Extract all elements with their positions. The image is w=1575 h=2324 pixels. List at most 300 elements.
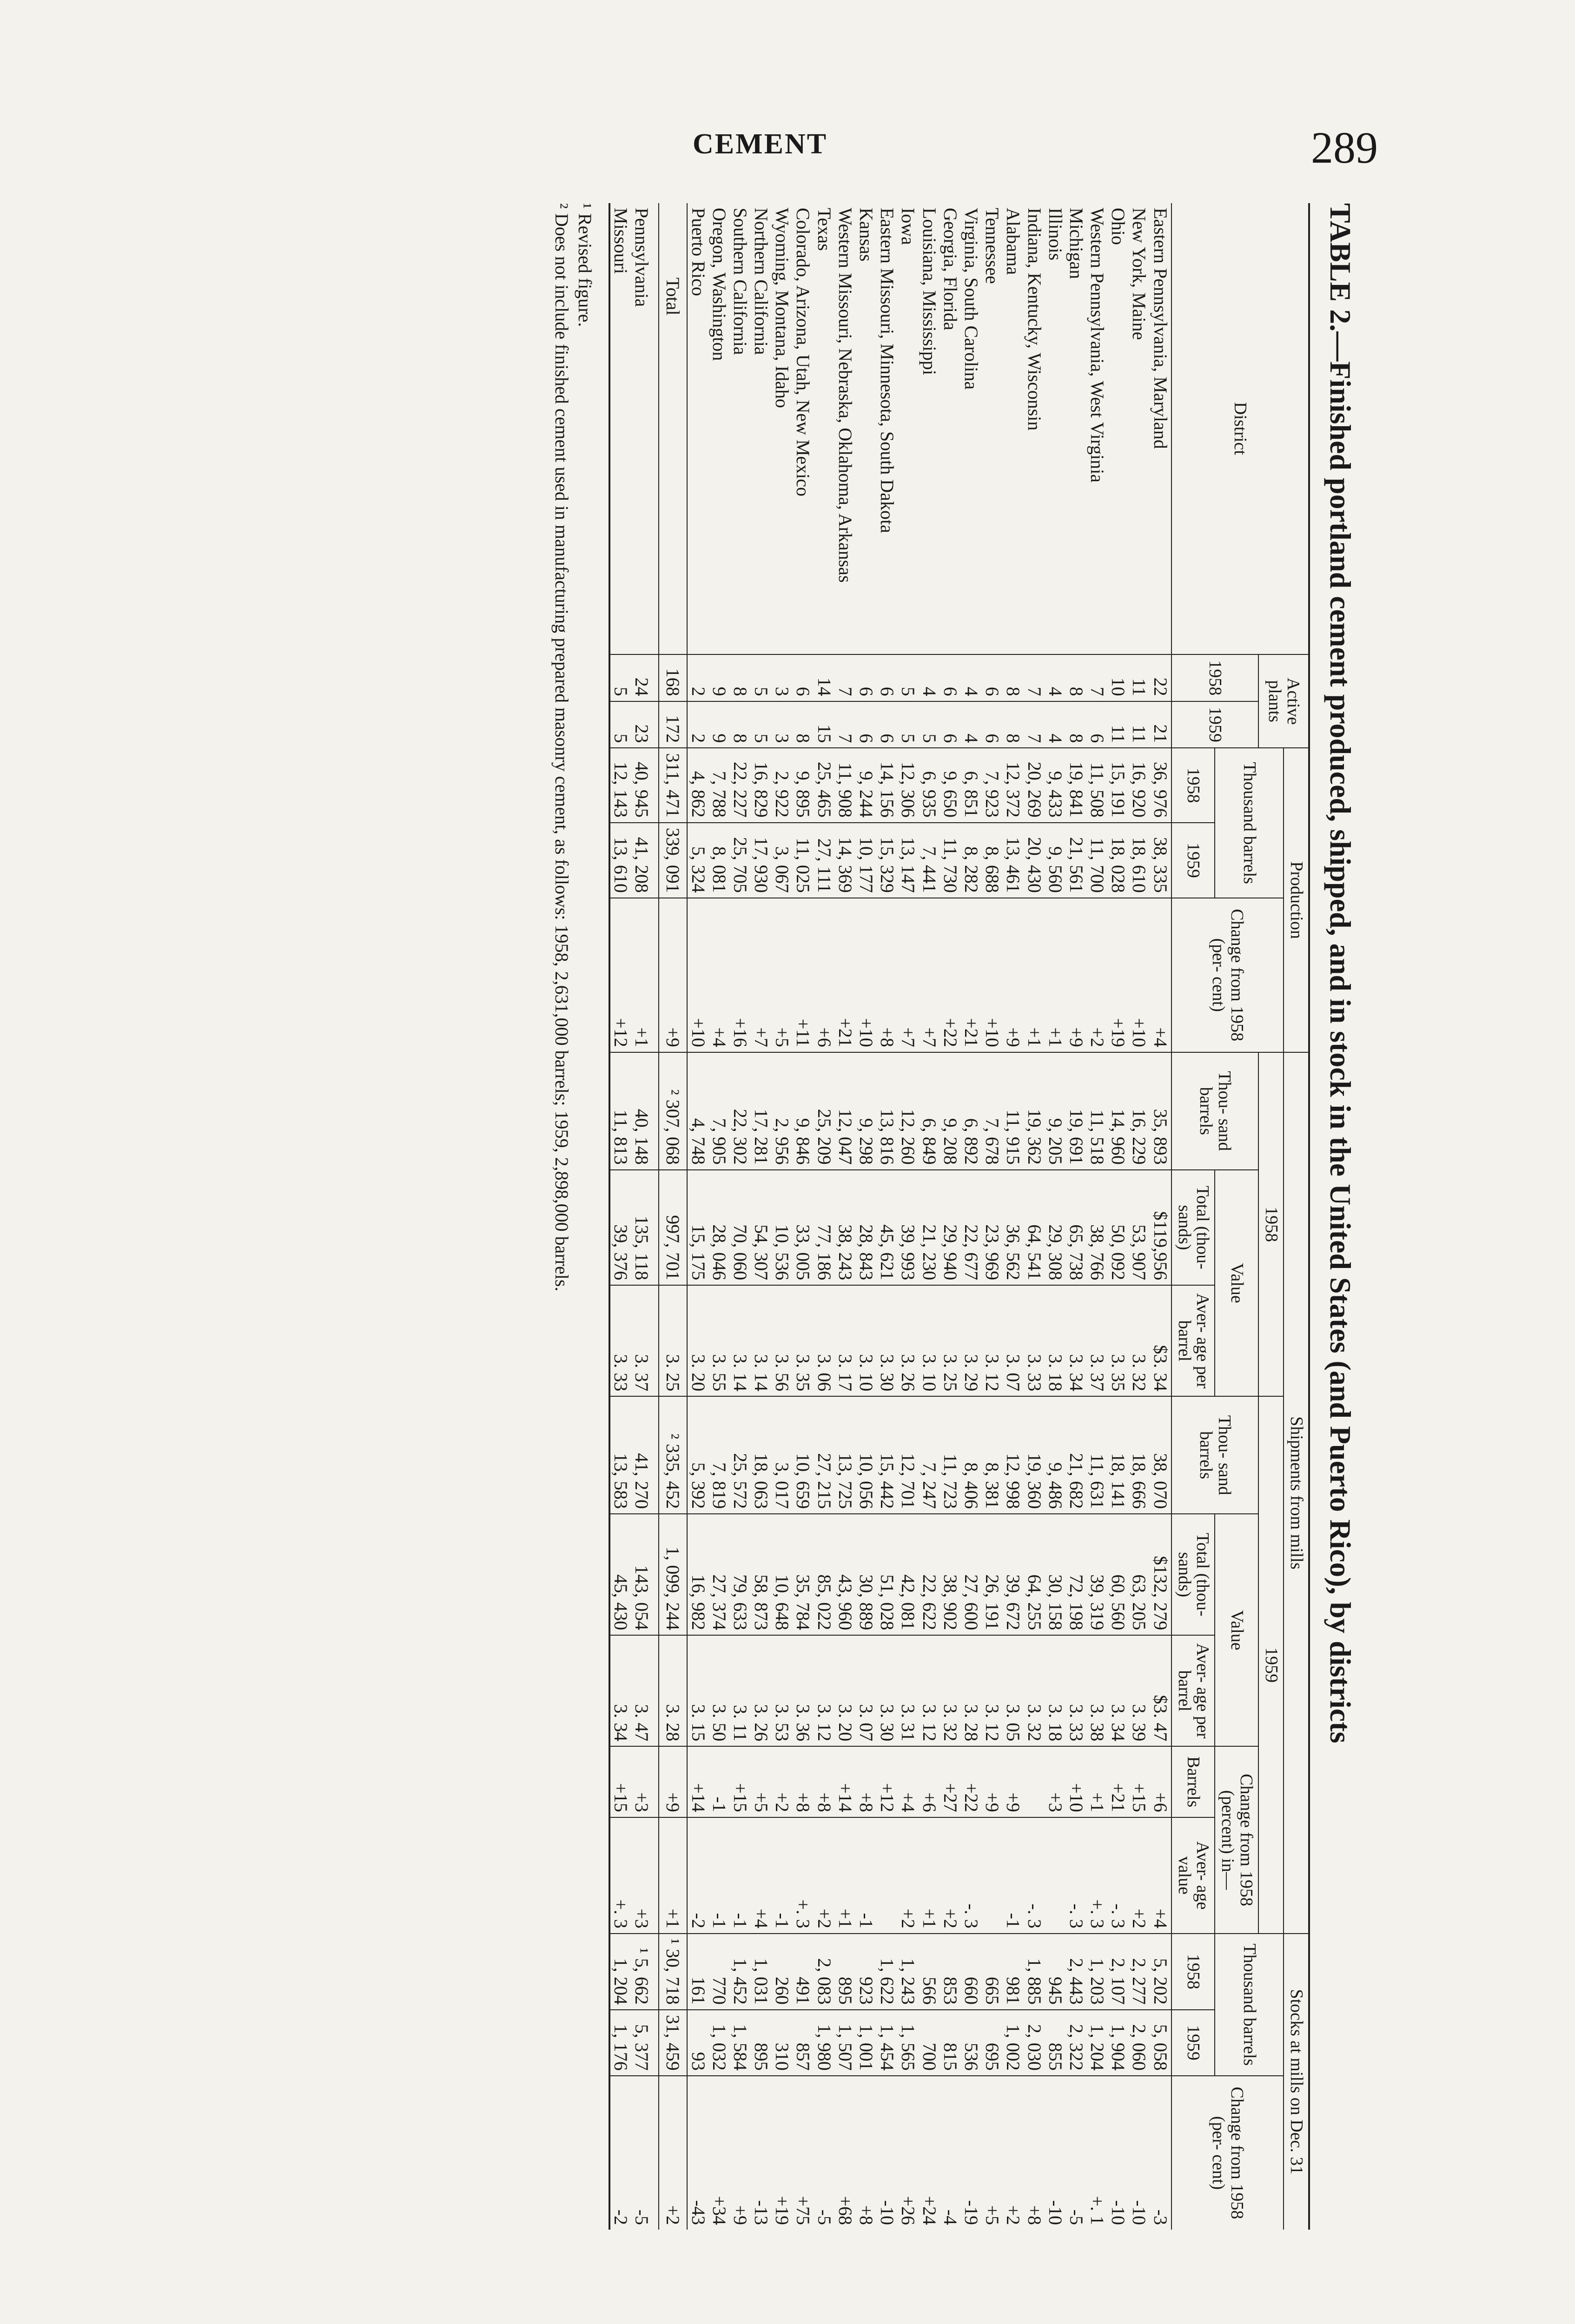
cell-district: Iowa (898, 203, 919, 654)
cell-ship59-total: 38, 902 (940, 1514, 961, 1635)
cell-plants-1959: 8 (1066, 701, 1087, 748)
header-ship59-thou-barrels: Thou- sand barrels (1171, 1396, 1259, 1514)
cell-prod-1958: 20, 269 (1024, 748, 1045, 823)
cell-ship58-total: 70, 060 (730, 1170, 751, 1285)
cell-ship59-avg: 3. 50 (709, 1635, 730, 1746)
cell-stock-1958: 2, 083 (814, 1934, 834, 2010)
cell-stock-1959: 310 (772, 2010, 793, 2076)
cell-stock-1959: 695 (982, 2010, 1003, 2076)
cell-stock-change: +2 (1003, 2076, 1024, 2230)
cell-prod-1958: 9, 433 (1045, 748, 1066, 823)
cell-stock-change: +5 (982, 2076, 1003, 2230)
cement-table (609, 203, 1310, 2230)
header-stocks: Stocks at mills on Dec. 31 (1284, 1934, 1309, 2230)
cell-ship59-avg: 3. 28 (961, 1635, 982, 1746)
cell-plants-1959: 21 (1150, 701, 1171, 748)
cell-ship59-total: 26, 191 (982, 1514, 1003, 1635)
cell-prod-1959: 18, 610 (1129, 823, 1150, 898)
cell-plants-1958: 6 (856, 654, 877, 701)
cell-ship58-avg: 3. 25 (659, 1285, 687, 1396)
cell-prod-1959: 17, 930 (751, 823, 772, 898)
cell-ship59-total: 27, 374 (709, 1514, 730, 1635)
cell-district: Tennessee (982, 203, 1003, 654)
cell-ship58-bbl: 9, 208 (940, 1052, 961, 1170)
cell-district: Ohio (1108, 203, 1129, 654)
cell-chg-bbl: +8 (814, 1746, 834, 1817)
cell-ship58-bbl: 25, 209 (814, 1052, 834, 1170)
cell-plants-1958: 6 (793, 654, 814, 701)
cell-stock-1958: 981 (1003, 1934, 1024, 2010)
cell-ship58-avg: 3. 33 (609, 1285, 631, 1396)
cell-ship58-avg: 3. 14 (751, 1285, 772, 1396)
cell-stock-change: -5 (814, 2076, 834, 2230)
cell-ship58-avg: 3. 35 (1108, 1285, 1129, 1396)
table-row (1024, 203, 1045, 2230)
cell-prod-change: +6 (814, 898, 834, 1052)
cell-ship59-avg: 3. 05 (1003, 1635, 1024, 1746)
cell-ship58-total: 28, 046 (709, 1170, 730, 1285)
cell-stock-1959: 1, 204 (1087, 2010, 1108, 2076)
cell-ship58-avg: 3. 35 (793, 1285, 814, 1396)
cell-ship59-bbl: 18, 141 (1108, 1396, 1129, 1514)
table-row (631, 203, 659, 2230)
cell-stock-1958: 923 (856, 1934, 877, 2010)
cell-ship58-total: 50, 092 (1108, 1170, 1129, 1285)
cell-chg-bbl: +9 (982, 1746, 1003, 1817)
cell-ship59-avg: 3. 12 (982, 1635, 1003, 1746)
footnote-1: ¹ Revised figure. (574, 203, 596, 327)
cell-prod-1958: 16, 920 (1129, 748, 1150, 823)
cell-ship58-avg: 3. 37 (1087, 1285, 1108, 1396)
cell-chg-bbl (1024, 1746, 1045, 1817)
cell-chg-val: +4 (751, 1817, 772, 1934)
cell-ship58-avg: 3. 14 (730, 1285, 751, 1396)
cell-plants-1959: 6 (982, 701, 1003, 748)
cell-ship59-bbl: 25, 572 (730, 1396, 751, 1514)
cell-prod-1959: 5, 324 (687, 823, 708, 898)
cell-district: Western Pennsylvania, West Virginia (1087, 203, 1108, 654)
cell-stock-change: -13 (751, 2076, 772, 2230)
cell-chg-val: +2 (814, 1817, 834, 1934)
cell-ship58-total: 997, 701 (659, 1170, 687, 1285)
cell-ship59-total: 30, 889 (856, 1514, 877, 1635)
cell-plants-1959: 4 (961, 701, 982, 748)
cell-stock-1958: 2, 107 (1108, 1934, 1129, 2010)
table-row (1150, 203, 1171, 2230)
cell-plants-1958: 14 (814, 654, 834, 701)
cell-ship59-total: 45, 430 (609, 1514, 631, 1635)
header-stock-change: Change from 1958 (per- cent) (1171, 2076, 1284, 2230)
cell-ship58-total: 10, 536 (772, 1170, 793, 1285)
cell-ship59-avg: 3. 26 (751, 1635, 772, 1746)
table-row (814, 203, 834, 2230)
cell-plants-1959: 7 (835, 701, 856, 748)
table-row-total (659, 203, 687, 2230)
cell-plants-1958: 5 (751, 654, 772, 701)
table-row (1003, 203, 1024, 2230)
cell-plants-1958: 8 (730, 654, 751, 701)
table-row (687, 203, 708, 2230)
cell-plants-1959: 6 (877, 701, 898, 748)
table-header (1171, 203, 1309, 2230)
header-ship59-value: Value (1215, 1514, 1258, 1746)
cell-ship59-avg: $3. 47 (1150, 1635, 1171, 1746)
cell-stock-change: +68 (835, 2076, 856, 2230)
cell-chg-val: -1 (730, 1817, 751, 1934)
cell-district: Michigan (1066, 203, 1087, 654)
cell-stock-1958: 895 (835, 1934, 856, 2010)
cell-ship58-avg: 3. 26 (898, 1285, 919, 1396)
cell-ship59-bbl: 8, 381 (982, 1396, 1003, 1514)
cell-plants-1958: 2 (687, 654, 708, 701)
cell-ship59-bbl: 38, 070 (1150, 1396, 1171, 1514)
cell-ship58-avg: 3. 34 (1066, 1285, 1087, 1396)
cell-ship59-total: $132, 279 (1150, 1514, 1171, 1635)
cell-plants-1959: 6 (940, 701, 961, 748)
cell-prod-1959: 38, 335 (1150, 823, 1171, 898)
header-ship58-thou-barrels: Thou- sand barrels (1171, 1052, 1259, 1170)
cell-stock-1958: 1, 031 (751, 1934, 772, 2010)
cell-ship59-bbl: 3, 017 (772, 1396, 793, 1514)
running-head: CEMENT (693, 128, 828, 160)
cell-ship59-total: 79, 633 (730, 1514, 751, 1635)
cell-stock-1959: 815 (940, 2010, 961, 2076)
cell-ship58-avg: $3. 34 (1150, 1285, 1171, 1396)
cell-chg-bbl: +2 (772, 1746, 793, 1817)
cell-stock-1959: 1, 980 (814, 2010, 834, 2076)
cell-plants-1959: 172 (659, 701, 687, 748)
cell-ship58-bbl: 16, 229 (1129, 1052, 1150, 1170)
cell-prod-1959: 20, 430 (1024, 823, 1045, 898)
cell-chg-val: +1 (919, 1817, 940, 1934)
cell-district: Texas (814, 203, 834, 654)
header-ship59-avg: Aver- age per barrel (1171, 1635, 1215, 1746)
cell-ship59-bbl: 18, 063 (751, 1396, 772, 1514)
cell-ship59-total: 27, 600 (961, 1514, 982, 1635)
cell-prod-1959: 18, 028 (1108, 823, 1129, 898)
cell-ship59-total: 39, 672 (1003, 1514, 1024, 1635)
cell-stock-1958: 260 (772, 1934, 793, 2010)
cell-prod-1958: 6, 935 (919, 748, 940, 823)
cell-stock-change: +19 (772, 2076, 793, 2230)
cell-ship59-bbl: 10, 056 (856, 1396, 877, 1514)
cell-prod-1959: 13, 147 (898, 823, 919, 898)
header-prod-1959: 1959 (1171, 823, 1215, 898)
cell-prod-change: +19 (1108, 898, 1129, 1052)
cell-chg-bbl: +27 (940, 1746, 961, 1817)
cell-prod-1958: 12, 306 (898, 748, 919, 823)
table-row (1066, 203, 1087, 2230)
cell-stock-change: +75 (793, 2076, 814, 2230)
cell-stock-1959: 1, 565 (898, 2010, 919, 2076)
cell-prod-1959: 11, 700 (1087, 823, 1108, 898)
cell-prod-1959: 41, 208 (631, 823, 659, 898)
cell-ship59-total: 43, 960 (835, 1514, 856, 1635)
cell-ship59-avg: 3. 18 (1045, 1635, 1066, 1746)
cell-chg-bbl: +9 (659, 1746, 687, 1817)
cell-stock-1959: 1, 176 (609, 2010, 631, 2076)
cell-ship58-total: 21, 230 (919, 1170, 940, 1285)
cell-prod-1958: 9, 650 (940, 748, 961, 823)
cell-district: Wyoming, Montana, Idaho (772, 203, 793, 654)
cell-prod-1959: 11, 025 (793, 823, 814, 898)
cell-ship58-bbl: 22, 302 (730, 1052, 751, 1170)
cell-plants-1959: 7 (1024, 701, 1045, 748)
header-ship-1959: 1959 (1258, 1396, 1284, 1934)
table-row (982, 203, 1003, 2230)
cell-ship59-total: 64, 255 (1024, 1514, 1045, 1635)
cell-prod-change: +10 (687, 898, 708, 1052)
cell-plants-1959: 11 (1108, 701, 1129, 748)
cell-prod-1958: 12, 143 (609, 748, 631, 823)
cell-ship58-total: 29, 940 (940, 1170, 961, 1285)
cell-ship59-avg: 3. 33 (1066, 1635, 1087, 1746)
cell-ship58-avg: 3. 33 (1024, 1285, 1045, 1396)
cell-prod-change: +9 (1003, 898, 1024, 1052)
cell-prod-1958: 19, 841 (1066, 748, 1087, 823)
cell-ship58-total: 38, 766 (1087, 1170, 1108, 1285)
footnotes (550, 203, 596, 2248)
cell-prod-change: +8 (877, 898, 898, 1052)
cell-prod-change: +9 (659, 898, 687, 1052)
cell-ship59-bbl: 9, 486 (1045, 1396, 1066, 1514)
cell-ship59-total: 63, 205 (1129, 1514, 1150, 1635)
cell-ship59-avg: 3. 12 (814, 1635, 834, 1746)
cell-prod-change: +1 (1024, 898, 1045, 1052)
cell-prod-1959: 8, 282 (961, 823, 982, 898)
cell-stock-1958: ¹ 5, 662 (631, 1934, 659, 2010)
cell-plants-1958: 7 (1024, 654, 1045, 701)
cell-ship58-bbl: ² 307, 068 (659, 1052, 687, 1170)
cell-prod-1958: 9, 895 (793, 748, 814, 823)
header-ship58-avg: Aver- age per barrel (1171, 1285, 1215, 1396)
cell-ship59-total: 16, 982 (687, 1514, 708, 1635)
cell-plants-1958: 7 (1087, 654, 1108, 701)
cell-ship59-avg: 3. 28 (659, 1635, 687, 1746)
cell-district: Northern California (751, 203, 772, 654)
header-shipments: Shipments from mills (1284, 1052, 1309, 1934)
cell-ship58-avg: 3. 25 (940, 1285, 961, 1396)
cell-chg-bbl: +9 (1003, 1746, 1024, 1817)
cell-prod-change: +22 (940, 898, 961, 1052)
cell-prod-1958: 11, 908 (835, 748, 856, 823)
cell-ship58-total: 45, 621 (877, 1170, 898, 1285)
cell-chg-bbl: +3 (1045, 1746, 1066, 1817)
cell-ship58-bbl: 19, 691 (1066, 1052, 1087, 1170)
cell-ship58-avg: 3. 55 (709, 1285, 730, 1396)
cell-plants-1958: 11 (1129, 654, 1150, 701)
cell-ship58-bbl: 4, 748 (687, 1052, 708, 1170)
cell-ship59-total: 35, 784 (793, 1514, 814, 1635)
header-stock-1959: 1959 (1171, 2010, 1215, 2076)
cell-stock-change: -10 (1108, 2076, 1129, 2230)
cell-stock-change: +8 (856, 2076, 877, 2230)
cell-stock-change: +. 1 (1087, 2076, 1108, 2230)
cell-chg-val: +2 (940, 1817, 961, 1934)
cell-ship59-bbl: 8, 406 (961, 1396, 982, 1514)
cell-plants-1958: 8 (1066, 654, 1087, 701)
cell-prod-1958: 15, 191 (1108, 748, 1129, 823)
cell-plants-1959: 6 (1087, 701, 1108, 748)
cell-ship58-bbl: 2, 956 (772, 1052, 793, 1170)
cell-stock-1958: 1, 203 (1087, 1934, 1108, 2010)
cell-stock-1958: 2, 443 (1066, 1934, 1087, 2010)
cell-prod-change: +11 (793, 898, 814, 1052)
cell-prod-change: +12 (609, 898, 631, 1052)
cell-plants-1959: 11 (1129, 701, 1150, 748)
cell-stock-change: -3 (1150, 2076, 1171, 2230)
cell-stock-1958: 770 (709, 1934, 730, 2010)
header-prod-change: Change from 1958 (per- cent) (1171, 898, 1284, 1052)
cell-ship58-total: 54, 307 (751, 1170, 772, 1285)
cell-ship58-bbl: 40, 148 (631, 1052, 659, 1170)
table-caption: TABLE 2.—Finished portland cement produced, shipped, and in stock in the United States (and Puerto Rico), by districts (1324, 203, 1357, 1743)
cell-plants-1959: 8 (1003, 701, 1024, 748)
cell-ship59-bbl: 5, 392 (687, 1396, 708, 1514)
table-row (1129, 203, 1150, 2230)
cell-chg-val: -1 (772, 1817, 793, 1934)
cell-chg-bbl: +22 (961, 1746, 982, 1817)
cell-ship59-total: 39, 319 (1087, 1514, 1108, 1635)
cell-stock-change: -5 (1066, 2076, 1087, 2230)
cell-ship59-avg: 3. 31 (898, 1635, 919, 1746)
cell-ship59-avg: 3. 30 (877, 1635, 898, 1746)
cell-stock-1959: 536 (961, 2010, 982, 2076)
cell-stock-1958: 5, 202 (1150, 1934, 1171, 2010)
cell-chg-val: -1 (1003, 1817, 1024, 1934)
cell-ship59-bbl: 21, 682 (1066, 1396, 1087, 1514)
cell-stock-1959: 1, 454 (877, 2010, 898, 2076)
cell-ship59-bbl: 11, 723 (940, 1396, 961, 1514)
cell-ship59-avg: 3. 53 (772, 1635, 793, 1746)
cell-prod-1958: 12, 372 (1003, 748, 1024, 823)
header-change-barrels: Barrels (1171, 1746, 1215, 1817)
cell-district: Illinois (1045, 203, 1066, 654)
cell-prod-change: +10 (982, 898, 1003, 1052)
cell-chg-bbl: +6 (1150, 1746, 1171, 1817)
cell-ship59-avg: 3. 39 (1129, 1635, 1150, 1746)
cell-ship58-bbl: 9, 205 (1045, 1052, 1066, 1170)
cell-prod-1959: 10, 177 (856, 823, 877, 898)
header-plants-1958: 1958 (1171, 654, 1259, 701)
cell-chg-val: +1 (835, 1817, 856, 1934)
cell-stock-1958: 491 (793, 1934, 814, 2010)
cell-chg-val: -. 3 (1108, 1817, 1129, 1934)
cell-ship58-avg: 3. 17 (835, 1285, 856, 1396)
cell-ship58-total: 77, 186 (814, 1170, 834, 1285)
cell-stock-1959: 2, 030 (1024, 2010, 1045, 2076)
cell-stock-1959: 1, 001 (856, 2010, 877, 2076)
cell-chg-bbl: -1 (709, 1746, 730, 1817)
cell-prod-change: +10 (856, 898, 877, 1052)
rotated-table-block (102, 203, 1357, 2248)
cell-prod-1958: 7, 923 (982, 748, 1003, 823)
cell-chg-val: -. 3 (961, 1817, 982, 1934)
cell-ship59-total: 143, 054 (631, 1514, 659, 1635)
cell-ship59-bbl: 19, 360 (1024, 1396, 1045, 1514)
cell-ship58-bbl: 7, 905 (709, 1052, 730, 1170)
table-row (751, 203, 772, 2230)
cell-ship59-bbl: 13, 583 (609, 1396, 631, 1514)
cell-chg-bbl: +1 (1087, 1746, 1108, 1817)
cell-ship58-avg: 3. 30 (877, 1285, 898, 1396)
cell-stock-1958: 945 (1045, 1934, 1066, 2010)
cell-prod-1959: 11, 730 (940, 823, 961, 898)
cell-stock-change: -4 (940, 2076, 961, 2230)
header-district: District (1171, 203, 1309, 654)
header-change-1958-in: Change from 1958 (percent) in— (1215, 1746, 1258, 1934)
cell-stock-change: +26 (898, 2076, 919, 2230)
cell-ship59-bbl: 12, 701 (898, 1396, 919, 1514)
table-row (898, 203, 919, 2230)
cell-district: Virginia, South Carolina (961, 203, 982, 654)
cell-stock-1959: 857 (793, 2010, 814, 2076)
cell-district: Colorado, Arizona, Utah, New Mexico (793, 203, 814, 654)
cell-ship59-total: 42, 081 (898, 1514, 919, 1635)
cell-plants-1959: 5 (898, 701, 919, 748)
cell-chg-val: -1 (709, 1817, 730, 1934)
cell-stock-1958: 1, 885 (1024, 1934, 1045, 2010)
cell-district: Eastern Pennsylvania, Maryland (1150, 203, 1171, 654)
cell-plants-1959: 9 (709, 701, 730, 748)
cell-prod-1959: 25, 705 (730, 823, 751, 898)
table-row (709, 203, 730, 2230)
header-ship58-total: Total (thou- sands) (1171, 1170, 1215, 1285)
cell-ship58-total: 39, 993 (898, 1170, 919, 1285)
cell-plants-1958: 9 (709, 654, 730, 701)
cell-prod-1959: 8, 688 (982, 823, 1003, 898)
cell-ship59-avg: 3. 12 (919, 1635, 940, 1746)
footnote-2: ² Does not include finished cement used in manufacturing prepared masonry cement, as follows: 1958, 2,631,000 barrels; 1959, 2,898,000 barrels. (551, 203, 572, 1292)
cell-ship58-bbl: 7, 678 (982, 1052, 1003, 1170)
cell-ship58-total: 15, 175 (687, 1170, 708, 1285)
cell-district: Total (659, 203, 687, 654)
table-body (609, 203, 1171, 2230)
header-prod-thousand-barrels: Thousand barrels (1215, 748, 1284, 898)
cell-chg-bbl: +15 (609, 1746, 631, 1817)
cell-prod-change: +7 (919, 898, 940, 1052)
cell-ship58-avg: 3. 32 (1129, 1285, 1150, 1396)
table-row (609, 203, 631, 2230)
cell-chg-bbl: +21 (1108, 1746, 1129, 1817)
cell-ship58-total: 29, 308 (1045, 1170, 1066, 1285)
cell-plants-1958: 6 (877, 654, 898, 701)
header-stock-1958: 1958 (1171, 1934, 1215, 2010)
cell-ship59-avg: 3. 32 (1024, 1635, 1045, 1746)
cell-chg-val: -1 (856, 1817, 877, 1934)
cell-ship59-bbl: 27, 215 (814, 1396, 834, 1514)
table-row (1045, 203, 1066, 2230)
cell-district: Southern California (730, 203, 751, 654)
cell-ship58-bbl: 35, 893 (1150, 1052, 1171, 1170)
header-plants-1959: 1959 (1171, 701, 1259, 748)
header-ship-1958: 1958 (1258, 1052, 1284, 1396)
cell-ship59-bbl: 10, 659 (793, 1396, 814, 1514)
cell-prod-1959: 27, 111 (814, 823, 834, 898)
cell-stock-1959: 855 (1045, 2010, 1066, 2076)
cell-stock-1959: 93 (687, 2010, 708, 2076)
cell-plants-1959: 5 (919, 701, 940, 748)
cell-ship58-bbl: 11, 813 (609, 1052, 631, 1170)
cell-district: Kansas (856, 203, 877, 654)
cell-district: New York, Maine (1129, 203, 1150, 654)
cell-prod-1958: 7, 788 (709, 748, 730, 823)
cell-ship58-total: 64, 541 (1024, 1170, 1045, 1285)
cell-plants-1959: 8 (793, 701, 814, 748)
table-row (940, 203, 961, 2230)
cell-ship58-avg: 3. 10 (919, 1285, 940, 1396)
cell-stock-1958: 161 (687, 1934, 708, 2010)
